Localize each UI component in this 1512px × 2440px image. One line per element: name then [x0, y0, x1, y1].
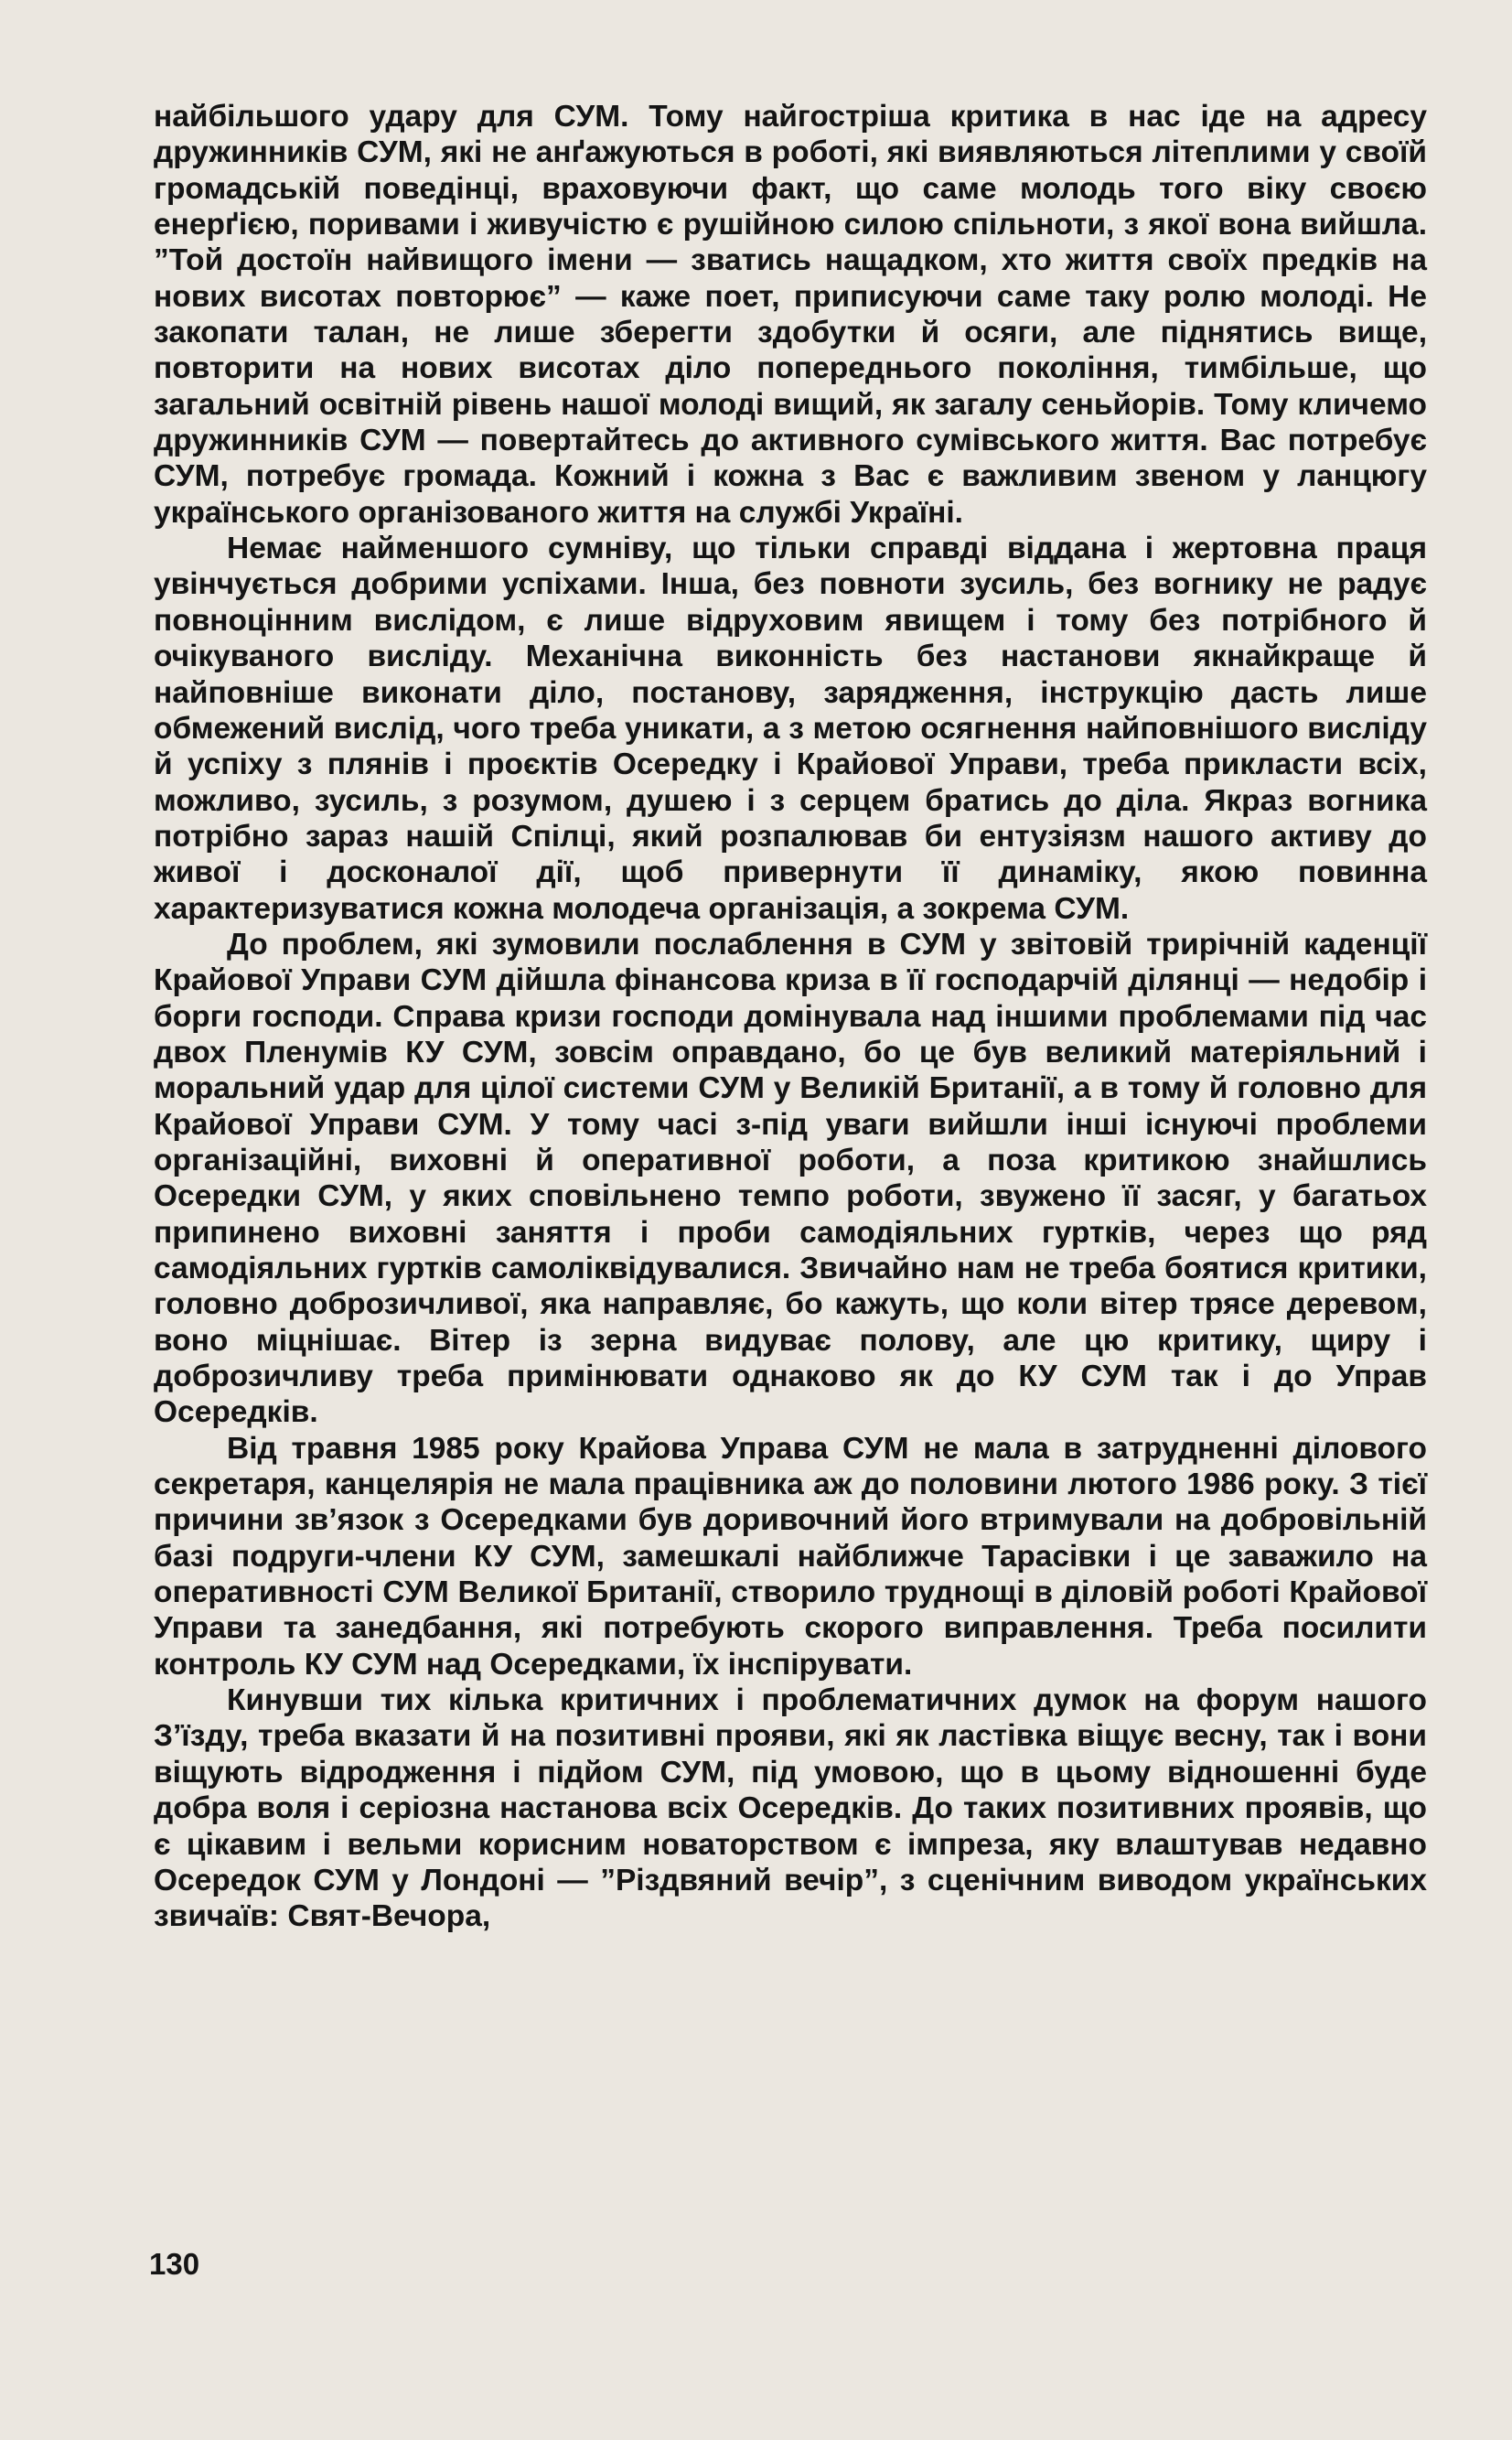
paragraph-4: Від травня 1985 року Крайова Управа СУМ не мала в затрудненні ділового секретаря, канцелярія не мала працівника аж до половини лютого 1986 року. З тієї причини зв’язок з Осередками був доривочний його втримували на добровільній базі подруги-члени КУ СУМ, замешкалі найближче Тарасівки і це заважило на оперативності СУМ Великої Британії, створило труднощі в діловій роботі Крайової Управи та занедбання, які потребують скорого виправлення. Треба посилити контроль КУ СУМ над Осередками, їх інспірувати. [154, 1431, 1427, 1682]
body-text [154, 99, 1427, 1935]
paragraph-2: Немає найменшого сумніву, що тільки справді віддана і жертовна праця увінчується добрими успіхами. Інша, без повноти зусиль, без вогнику не радує повноцінним вислідом, є лише відруховим явищем і тому без потрібного й очікуваного висліду. Механічна виконність без настанови якнайкраще й найповніше виконати діло, постанову, зарядження, інструкцію дасть лише обмежений вислід, чого треба уникати, а з метою осягнення найповнішого висліду й успіху з плянів і проєктів Осередку і Крайової Управи, треба прикласти всіх, можливо, зусиль, з розумом, душею і з серцем братись до діла. Якраз вогника потрібно зараз нашій Спілці, який розпалював би ентузіязм нашого активу до живої і досконалої дії, щоб привернути її динаміку, якою повинна характеризуватися кожна молодеча організація, а зокрема СУМ. [154, 532, 1427, 926]
paragraph-1: найбільшого удару для СУМ. Тому найгостріша критика в нас іде на адресу дружинників СУМ, які не анґажуються в роботі, які виявляються літеплими у своїй громадській поведінці, враховуючи факт, що саме молодь того віку своєю енерґією, поривами і живучістю є рушійною силою спільноти, з якої вона вийшла. ”Той достоїн найвищого імени — зватись нащадком, хто життя своїх предків на нових висотах повторює” — каже поет, приписуючи саме таку ролю молоді. Не закопати талан, не лише зберегти здобутки й осяги, але піднятись вище, повторити на нових висотах діло попереднього покоління, тимбільше, що загальний освітній рівень нашої молоді вищий, як загалу сеньйорів. Тому кличемо дружинників СУМ — повертайтесь до активного сумівського життя. Вас потребує СУМ, потребує громада. Кожний і кожна з Вас є важливим звеном у ланцюгу українського організованого життя на службі Україні. [154, 100, 1427, 530]
page-number: 130 [149, 2247, 200, 2281]
paragraph-3: До проблем, які зумовили послаблення в СУМ у звітовій трирічній каденції Крайової Управи СУМ дійшла фінансова криза в її господарчій ділянці — недобір і борги господи. Справа кризи господи домінувала над іншими проблемами під час двох Пленумів КУ СУМ, зовсім оправдано, бо це був великий матеріяльний і моральний удар для цілої системи СУМ у Великій Британії, а в тому й головно для Крайової Управи СУМ. У тому часі з-під уваги вийшли інші існуючі проблеми організаційні, виховні й оперативної роботи, а поза критикою знайшлись Осередки СУМ, у яких сповільнено темпо роботи, звужено її засяг, у багатьох припинено виховні заняття і проби самодіяльних гуртків, через що ряд самодіяльних гуртків самоліквідувалися. Звичайно нам не треба боятися критики, головно доброзичливої, яка направляє, бо кажуть, що коли вітер трясе деревом, воно міцнішає. Вітер із зерна видуває полову, але цю критику, щиру і доброзичливу треба примінювати однаково як до КУ СУМ так і до Управ Осередків. [154, 927, 1427, 1430]
paragraph-5: Кинувши тих кілька критичних і проблематичних думок на форум нашого З’їзду, треба вказати й на позитивні прояви, які як ластівка віщує весну, так і вони віщують відродження і підйом СУМ, під умовою, що в цьому відношенні буде добра воля і серіозна настанова всіх Осередків. До таких позитивних проявів, що є цікавим і вельми корисним новаторством є імпреза, яку влаштував недавно Осередок СУМ у Лондоні — ”Різдвяний вечір”, з сценічним виводом українських звичаїв: Свят-Вечора, [154, 1683, 1427, 1934]
